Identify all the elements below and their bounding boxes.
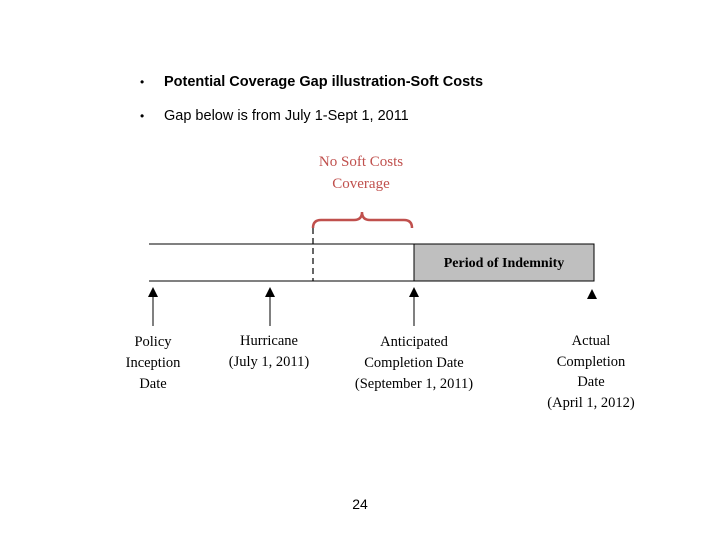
actual-completion-arrow bbox=[587, 289, 597, 299]
marker-label-line: Inception bbox=[125, 355, 181, 371]
marker-label-line: (September 1, 2011) bbox=[354, 376, 474, 392]
marker-label-line: Date bbox=[139, 376, 167, 392]
bullet-dot-icon: • bbox=[140, 75, 145, 89]
marker-label-line: Completion bbox=[556, 354, 626, 370]
marker-label-line: (July 1, 2011) bbox=[228, 354, 310, 370]
anticipated-completion-arrow bbox=[409, 287, 419, 326]
indemnity-label: Period of Indemnity bbox=[443, 256, 565, 271]
marker-label-line: Date bbox=[577, 374, 605, 390]
bullet-dot-icon: • bbox=[140, 109, 145, 123]
marker-label-line: Anticipated bbox=[380, 334, 448, 350]
marker-label-line: Hurricane bbox=[240, 333, 298, 349]
marker-label-line: Completion Date bbox=[364, 355, 464, 371]
gap-brace bbox=[313, 212, 412, 228]
page-number: 24 bbox=[352, 496, 368, 512]
marker-label-line: Policy bbox=[134, 334, 172, 350]
gap-label-line-1: No Soft Costs bbox=[318, 154, 404, 170]
bullet-text: Gap below is from July 1-Sept 1, 2011 bbox=[164, 108, 409, 124]
marker-label-line: (April 1, 2012) bbox=[547, 395, 635, 411]
marker-label-line: Actual bbox=[571, 333, 611, 349]
hurricane-arrow bbox=[265, 287, 275, 326]
policy-inception-arrow bbox=[148, 287, 158, 326]
bullet-text: Potential Coverage Gap illustration-Soft Costs bbox=[164, 74, 484, 90]
gap-label-line-2: Coverage bbox=[332, 176, 390, 192]
